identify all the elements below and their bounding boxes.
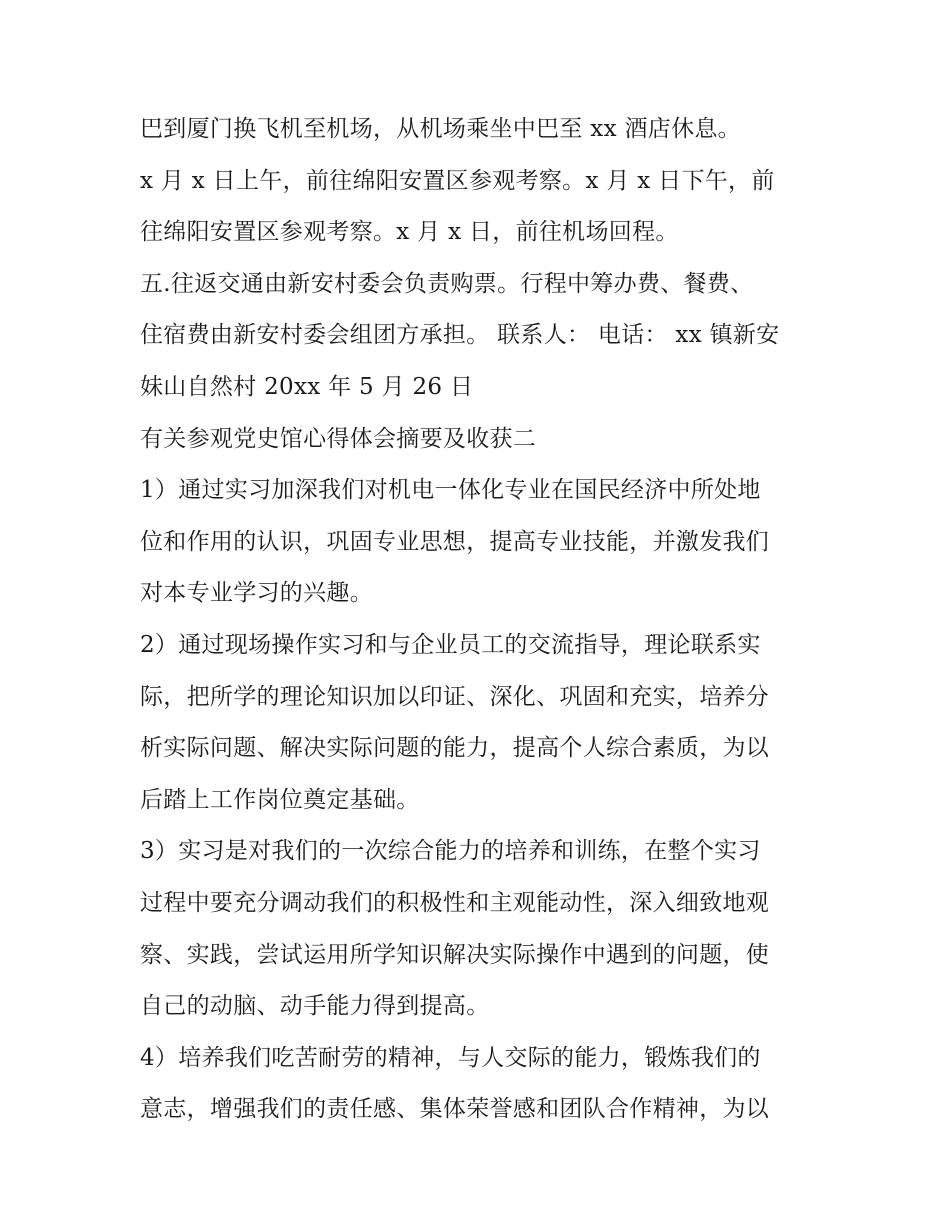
text-line: 过程中要充分调动我们的积极性和主观能动性，深入细致地观 <box>140 889 770 916</box>
text-line: 际，把所学的理论知识加以印证、深化、巩固和充实，培养分 <box>140 683 770 710</box>
text-line: x 月 x 日上午，前往绵阳安置区参观考察。x 月 x 日下午，前 <box>140 167 775 194</box>
text-line: 五.往返交通由新安村委会负责购票。行程中筹办费、餐费、 <box>140 270 754 297</box>
text-line: 往绵阳安置区参观考察。x 月 x 日，前往机场回程。 <box>140 219 679 246</box>
text-line: 对本专业学习的兴趣。 <box>140 580 373 607</box>
text-line: 2）通过现场操作实习和与企业员工的交流指导，理论联系实 <box>140 631 761 658</box>
section-heading: 有关参观党史馆心得体会摘要及收获二 <box>140 425 537 452</box>
text-line: 自己的动脑、动手能力得到提高。 <box>140 993 490 1020</box>
text-line: 住宿费由新安村委会组团方承担。 联系人： 电话： xx 镇新安 <box>140 322 780 349</box>
text-line: 察、实践，尝试运用所学知识解决实际操作中遇到的问题，使 <box>140 941 770 968</box>
text-line: 意志，增强我们的责任感、集体荣誉感和团队合作精神，为以 <box>140 1096 770 1123</box>
text-line: 后踏上工作岗位奠定基础。 <box>140 786 420 813</box>
text-line: 妹山自然村 20xx 年 5 月 26 日 <box>140 373 474 400</box>
text-line: 1）通过实习加深我们对机电一体化专业在国民经济中所处地 <box>140 477 761 504</box>
text-line: 巴到厦门换飞机至机场，从机场乘坐中巴至 xx 酒店休息。 <box>140 116 741 142</box>
text-line: 位和作用的认识，巩固专业思想，提高专业技能，并激发我们 <box>140 528 770 555</box>
text-line: 4）培养我们吃苦耐劳的精神，与人交际的能力，锻炼我们的 <box>140 1044 761 1071</box>
text-line: 析实际问题、解决实际问题的能力，提高个人综合素质，为以 <box>140 735 770 762</box>
text-line: 3）实习是对我们的一次综合能力的培养和训练，在整个实习 <box>140 838 761 865</box>
document-body <box>140 104 820 1136</box>
